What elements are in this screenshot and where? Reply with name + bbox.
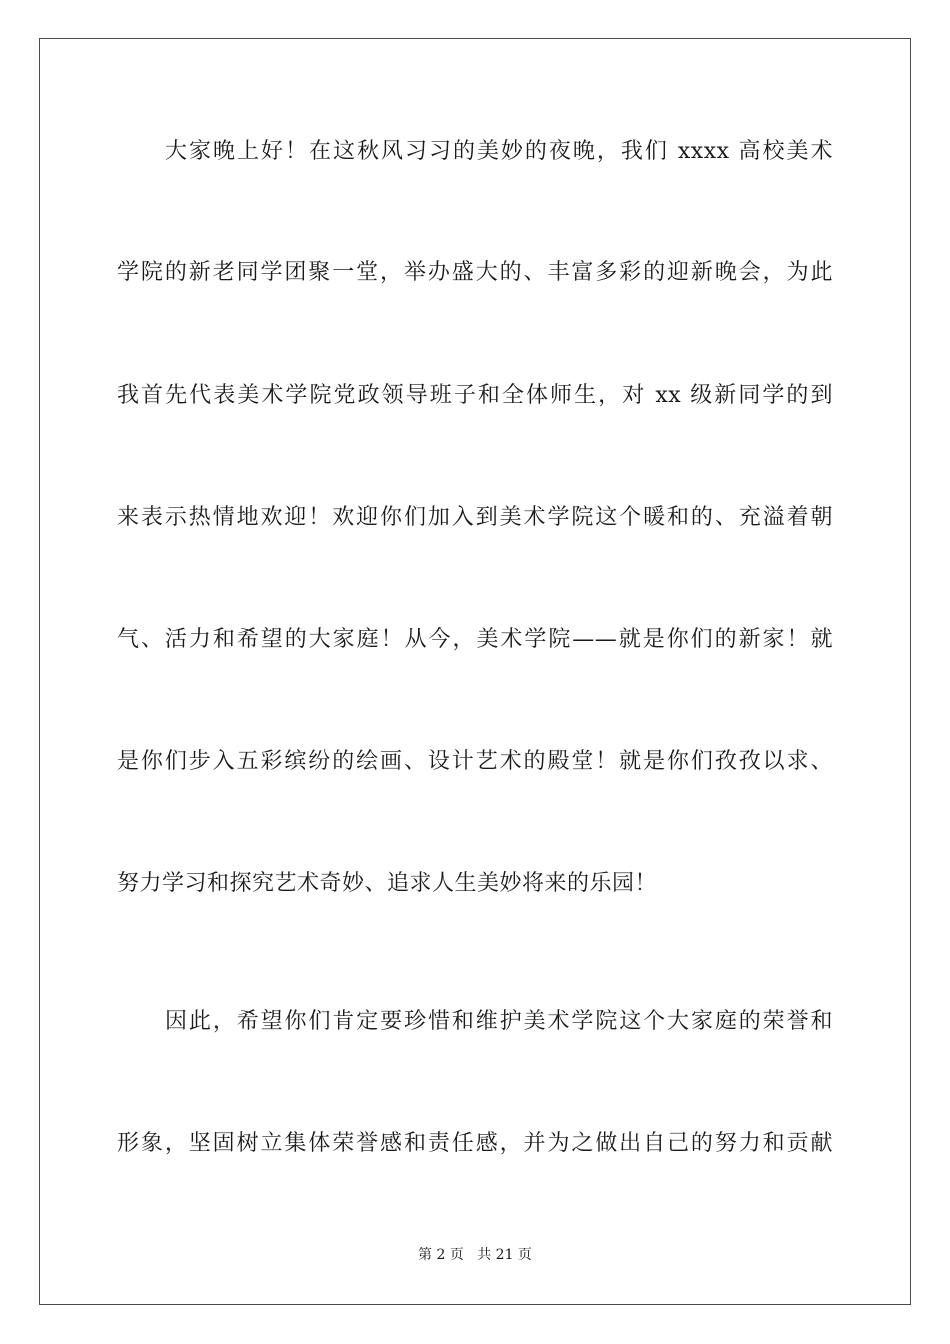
paragraph-1-line-1: 大家晚上好！在这秋风习习的美妙的夜晚，我们 xxxx 高校美术 [165, 139, 833, 164]
paragraph-1-line-5: 气、活力和希望的大家庭！从今，美术学院——就是你们的新家！就 [117, 627, 833, 652]
paragraph-2-line-2: 形象，坚固树立集体荣誉感和责任感，并为之做出自己的努力和贡献 [117, 1131, 833, 1156]
paragraph-2-line-1: 因此，希望你们肯定要珍惜和维护美术学院这个大家庭的荣誉和 [165, 1009, 833, 1034]
page-border [39, 38, 911, 1305]
page-footer [0, 1245, 950, 1265]
page-number: 第 2 页 [418, 1247, 464, 1263]
paragraph-1-line-4: 来表示热情地欢迎！欢迎你们加入到美术学院这个暖和的、充溢着朝 [117, 505, 833, 530]
paragraph-1-line-3: 我首先代表美术学院党政领导班子和全体师生，对 xx 级新同学的到 [117, 383, 833, 408]
paragraph-1-line-2: 学院的新老同学团聚一堂，举办盛大的、丰富多彩的迎新晚会，为此 [117, 260, 833, 285]
page-total: 共 21 页 [477, 1247, 532, 1263]
paragraph-1-line-7: 努力学习和探究艺术奇妙、追求人生美妙将来的乐园！ [117, 871, 658, 896]
paragraph-1-line-6: 是你们步入五彩缤纷的绘画、设计艺术的殿堂！就是你们孜孜以求、 [117, 749, 833, 774]
